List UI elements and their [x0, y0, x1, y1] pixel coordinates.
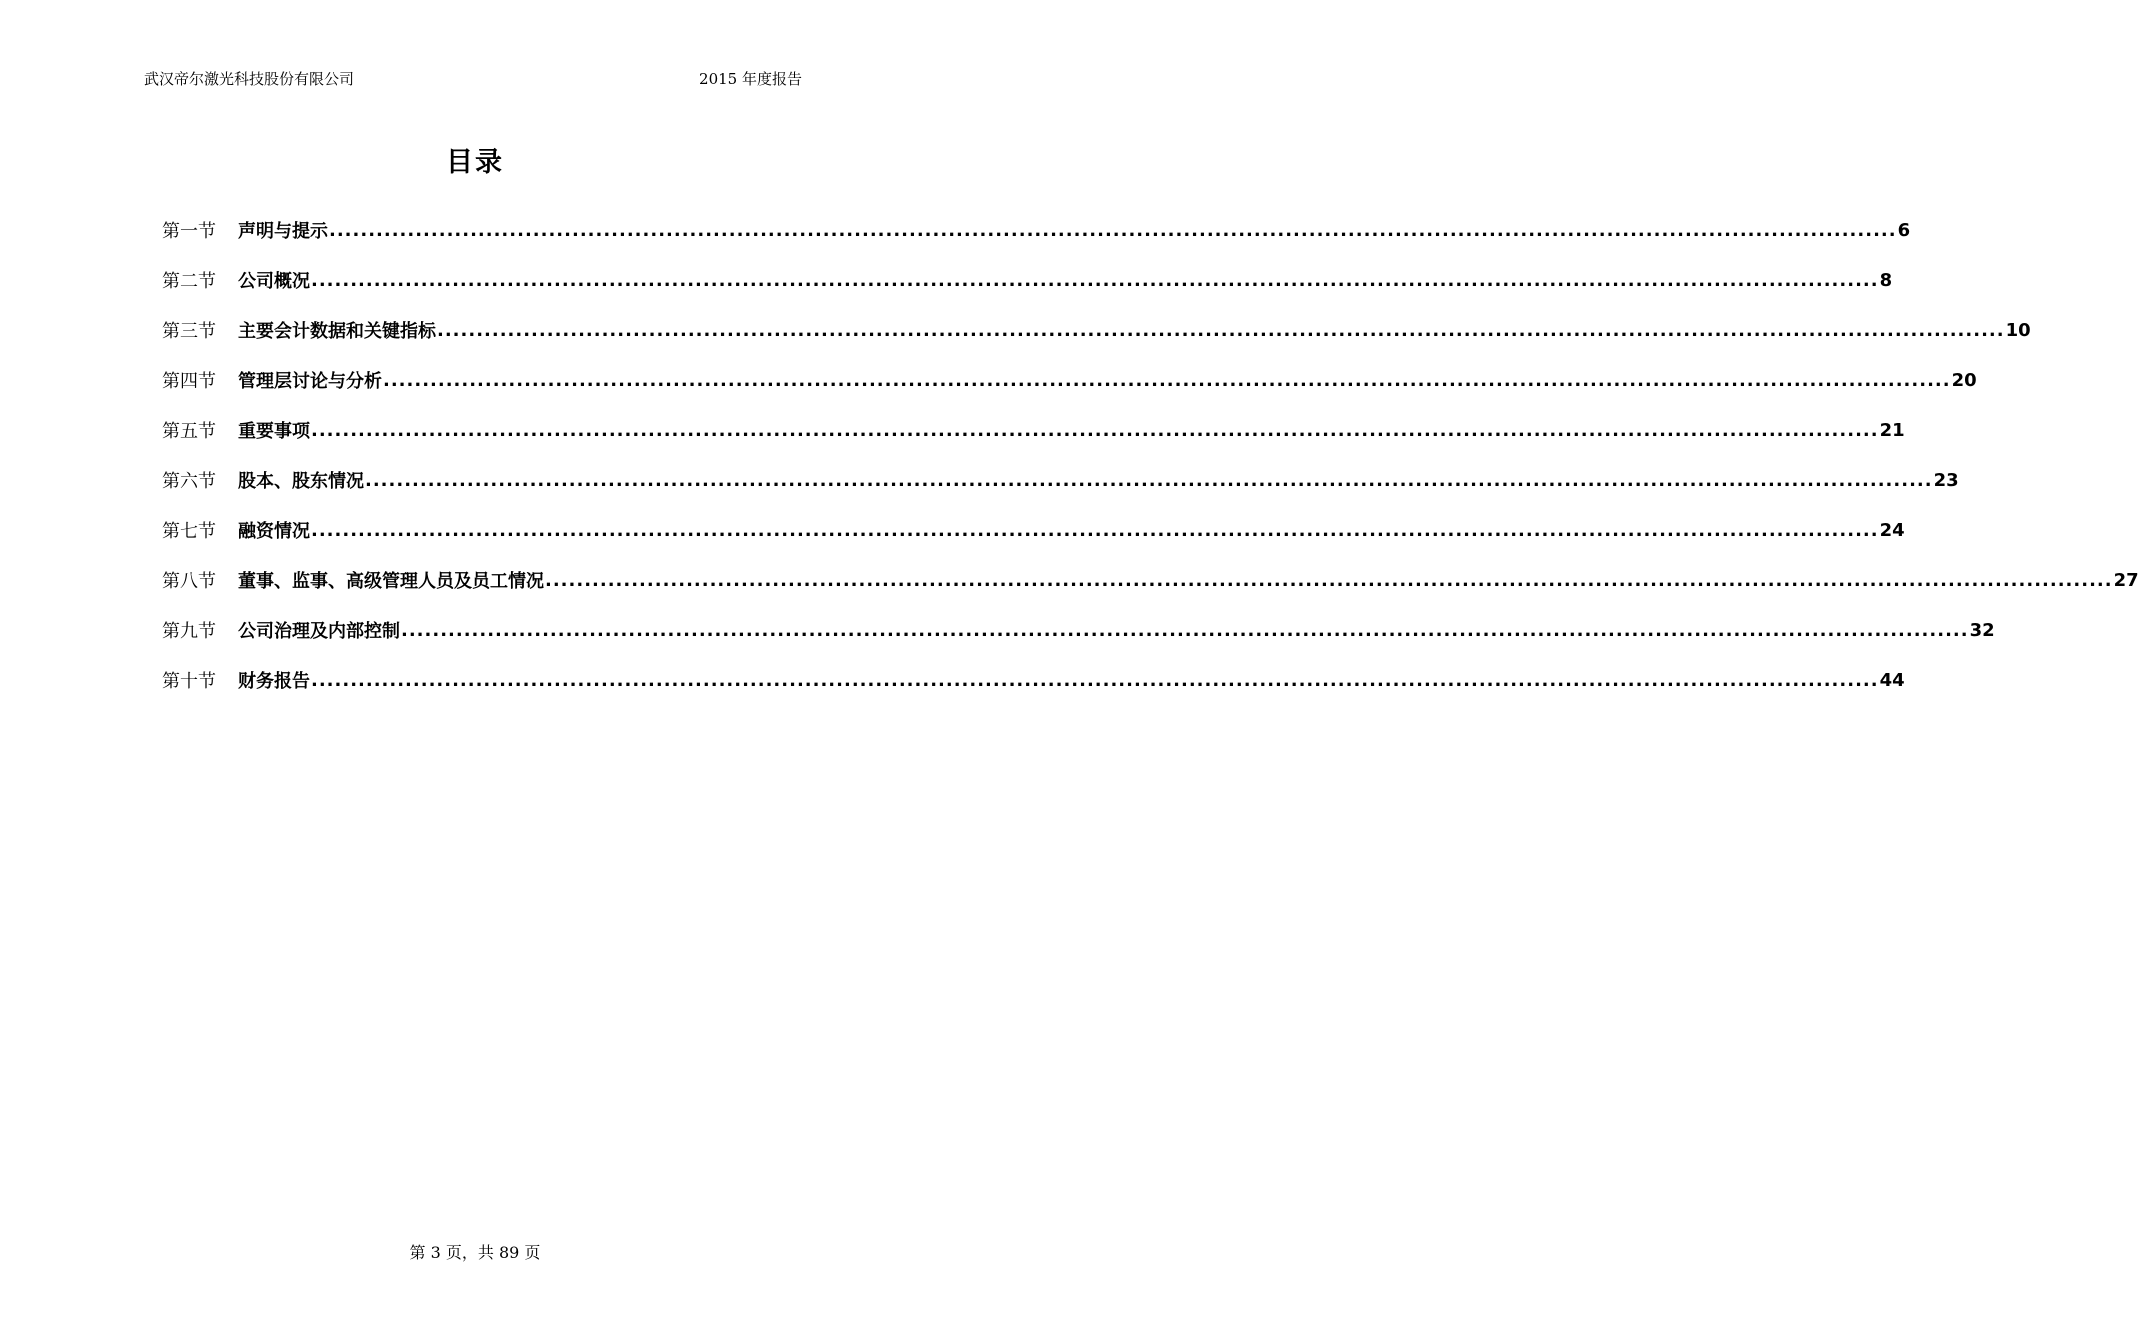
- toc-page-number: 10: [2005, 319, 2031, 341]
- toc-page-number: 32: [1969, 619, 1995, 641]
- toc-entry[interactable]: [162, 555, 2139, 605]
- toc-section-title: 管理层讨论与分析: [238, 371, 382, 392]
- toc-page-number: 6: [1897, 219, 1911, 241]
- toc-section-title: 公司治理及内部控制: [238, 621, 400, 642]
- toc-dot-leader: ........................................................................................................................................................................................................: [311, 519, 1879, 541]
- toc-entry[interactable]: [162, 255, 1893, 305]
- toc-entry[interactable]: [162, 655, 1905, 705]
- toc-section-number: 第一节: [162, 221, 216, 242]
- toc-section-number: 第八节: [162, 571, 216, 592]
- toc-dot-leader: ........................................................................................................................................................................................................: [437, 319, 2005, 341]
- toc-entry[interactable]: [162, 505, 1905, 555]
- toc-entry[interactable]: [162, 405, 1905, 455]
- toc-dot-leader: ........................................................................................................................................................................................................: [311, 669, 1879, 691]
- toc-entry[interactable]: [162, 455, 1959, 505]
- toc-section-number: 第六节: [162, 471, 216, 492]
- toc-section-title: 股本、股东情况: [238, 471, 364, 492]
- toc-section-title: 声明与提示: [238, 221, 328, 242]
- toc-section-number: 第四节: [162, 371, 216, 392]
- toc-entry[interactable]: [162, 305, 2031, 355]
- toc-section-title: 主要会计数据和关键指标: [238, 321, 436, 342]
- toc-dot-leader: ........................................................................................................................................................................................................: [311, 419, 1879, 441]
- toc-page-number: 21: [1879, 419, 1905, 441]
- table-of-contents: [162, 205, 2139, 705]
- toc-page-number: 20: [1951, 369, 1977, 391]
- toc-section-number: 第七节: [162, 521, 216, 542]
- toc-entry[interactable]: [162, 355, 1977, 405]
- toc-section-number: 第二节: [162, 271, 216, 292]
- toc-heading: 目录: [446, 147, 504, 178]
- page-footer: 第 3 页，共 89 页: [409, 1243, 541, 1262]
- toc-section-number: 第九节: [162, 621, 216, 642]
- toc-page-number: 44: [1879, 669, 1905, 691]
- toc-section-title: 重要事项: [238, 421, 310, 442]
- toc-page-number: 8: [1879, 269, 1893, 291]
- toc-section-title: 财务报告: [238, 671, 310, 692]
- page-header: [144, 68, 802, 92]
- toc-section-number: 第五节: [162, 421, 216, 442]
- toc-section-title: 公司概况: [238, 271, 310, 292]
- report-title: 2015 年度报告: [699, 70, 802, 88]
- toc-dot-leader: ........................................................................................................................................................................................................: [401, 619, 1969, 641]
- toc-entry[interactable]: [162, 205, 1911, 255]
- toc-dot-leader: ........................................................................................................................................................................................................: [383, 369, 1951, 391]
- company-name: 武汉帝尔激光科技股份有限公司: [144, 70, 355, 88]
- toc-section-title: 董事、监事、高级管理人员及员工情况: [238, 571, 544, 592]
- toc-dot-leader: ........................................................................................................................................................................................................: [329, 219, 1897, 241]
- toc-page-number: 24: [1879, 519, 1905, 541]
- toc-dot-leader: ........................................................................................................................................................................................................: [365, 469, 1933, 491]
- toc-section-number: 第十节: [162, 671, 216, 692]
- toc-entry[interactable]: [162, 605, 1995, 655]
- toc-dot-leader: ........................................................................................................................................................................................................: [545, 569, 2113, 591]
- toc-section-title: 融资情况: [238, 521, 310, 542]
- toc-page-number: 23: [1933, 469, 1959, 491]
- toc-dot-leader: ........................................................................................................................................................................................................: [311, 269, 1879, 291]
- toc-page-number: 27: [2113, 569, 2139, 591]
- toc-section-number: 第三节: [162, 321, 216, 342]
